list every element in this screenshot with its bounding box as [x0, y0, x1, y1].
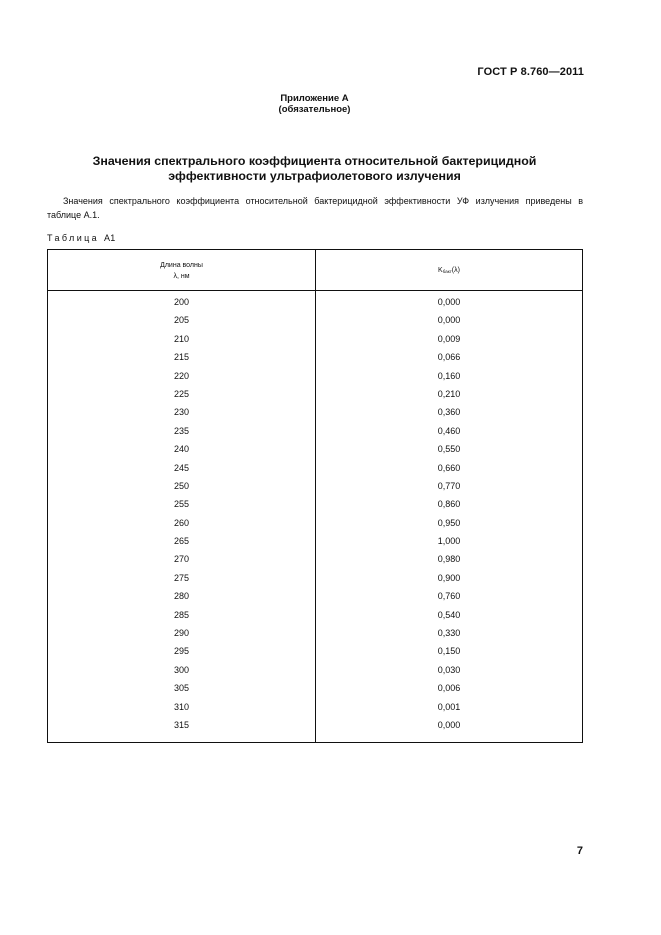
cell-wavelength: 260	[173, 517, 190, 528]
table-row	[48, 588, 582, 606]
page-number: 7	[576, 845, 583, 857]
cell-wavelength: 265	[173, 536, 190, 547]
cell-coefficient: 0,000	[437, 315, 461, 326]
table-caption	[47, 233, 116, 243]
table-row	[48, 625, 582, 643]
table-row	[48, 294, 582, 312]
table-row	[48, 312, 582, 330]
appendix-heading	[0, 93, 629, 115]
table-row	[48, 349, 582, 367]
cell-coefficient: 0,150	[437, 646, 461, 657]
column-header-coefficient-symbol: K	[438, 267, 443, 274]
table-row	[48, 441, 582, 459]
cell-wavelength: 235	[173, 425, 190, 436]
table-caption-number: А1	[104, 233, 116, 243]
cell-wavelength: 240	[173, 444, 190, 455]
cell-wavelength: 270	[173, 554, 190, 565]
cell-wavelength: 275	[173, 572, 190, 583]
cell-wavelength: 305	[173, 683, 190, 694]
cell-wavelength: 210	[173, 333, 190, 344]
cell-wavelength: 295	[173, 646, 190, 657]
table-row	[48, 680, 582, 698]
table-body	[48, 294, 582, 735]
cell-coefficient: 0,066	[437, 352, 461, 363]
cell-coefficient: 0,540	[437, 609, 461, 620]
table-row	[48, 533, 582, 551]
column-header-coefficient-subscript: бакт	[442, 269, 452, 274]
cell-coefficient: 0,900	[437, 572, 461, 583]
cell-coefficient: 0,860	[437, 499, 461, 510]
cell-wavelength: 255	[173, 499, 190, 510]
table-row	[48, 662, 582, 680]
column-header-wavelength-line-1: Длина волны	[160, 262, 203, 269]
table-row	[48, 460, 582, 478]
section-title	[40, 154, 589, 184]
cell-wavelength: 200	[173, 297, 190, 307]
cell-coefficient: 0,980	[437, 554, 461, 565]
section-title-line-1: Значения спектрального коэффициента относительной бактерицидной	[92, 154, 537, 168]
section-title-line-2: эффективности ультрафиолетового излучения	[168, 169, 461, 183]
appendix-status: (обязательное)	[278, 104, 351, 115]
table-row	[48, 570, 582, 588]
column-header-coefficient	[316, 265, 582, 277]
table-row	[48, 386, 582, 404]
cell-coefficient: 0,360	[437, 407, 461, 418]
table-row	[48, 368, 582, 386]
cell-wavelength: 205	[173, 315, 190, 326]
table-row	[48, 404, 582, 422]
table-row	[48, 515, 582, 533]
cell-coefficient: 0,950	[437, 517, 461, 528]
table-header-divider	[48, 290, 582, 291]
column-header-wavelength	[48, 260, 315, 282]
cell-wavelength: 215	[173, 352, 190, 363]
cell-coefficient: 0,000	[437, 719, 461, 730]
cell-wavelength: 285	[173, 609, 190, 620]
cell-coefficient: 0,330	[437, 628, 461, 639]
cell-wavelength: 250	[173, 480, 190, 491]
document-code: ГОСТ Р 8.760—2011	[477, 66, 584, 78]
table-row	[48, 331, 582, 349]
cell-wavelength: 300	[173, 664, 190, 675]
column-header-wavelength-line-2: λ, нм	[173, 273, 190, 280]
cell-wavelength: 280	[173, 591, 190, 602]
data-table	[47, 249, 583, 743]
cell-coefficient: 1,000	[437, 536, 461, 547]
column-header-coefficient-argument: (λ)	[451, 267, 460, 274]
cell-coefficient: 0,460	[437, 425, 461, 436]
cell-wavelength: 310	[173, 701, 190, 712]
table-caption-word: Таблица	[47, 233, 100, 243]
cell-wavelength: 220	[173, 370, 190, 381]
cell-coefficient: 0,550	[437, 444, 461, 455]
cell-coefficient: 0,000	[437, 297, 461, 307]
cell-coefficient: 0,009	[437, 333, 461, 344]
table-row	[48, 699, 582, 717]
cell-wavelength: 245	[173, 462, 190, 473]
table-row	[48, 496, 582, 514]
cell-wavelength: 290	[173, 628, 190, 639]
cell-coefficient: 0,006	[437, 683, 461, 694]
table-row	[48, 551, 582, 569]
cell-wavelength: 315	[173, 719, 190, 730]
cell-coefficient: 0,001	[437, 701, 461, 712]
cell-wavelength: 225	[173, 388, 190, 399]
cell-coefficient: 0,770	[437, 480, 461, 491]
table-row	[48, 478, 582, 496]
intro-paragraph: Значения спектрального коэффициента относительной бактерицидной эффективности УФ излучения приведены в таблице А.1.	[47, 196, 583, 220]
table-row	[48, 643, 582, 661]
table-row	[48, 423, 582, 441]
appendix-label: Приложение А	[280, 93, 349, 104]
table-row	[48, 607, 582, 625]
cell-coefficient: 0,160	[437, 370, 461, 381]
cell-coefficient: 0,760	[437, 591, 461, 602]
cell-coefficient: 0,030	[437, 664, 461, 675]
cell-wavelength: 230	[173, 407, 190, 418]
table-row	[48, 717, 582, 735]
cell-coefficient: 0,210	[437, 388, 461, 399]
cell-coefficient: 0,660	[437, 462, 461, 473]
